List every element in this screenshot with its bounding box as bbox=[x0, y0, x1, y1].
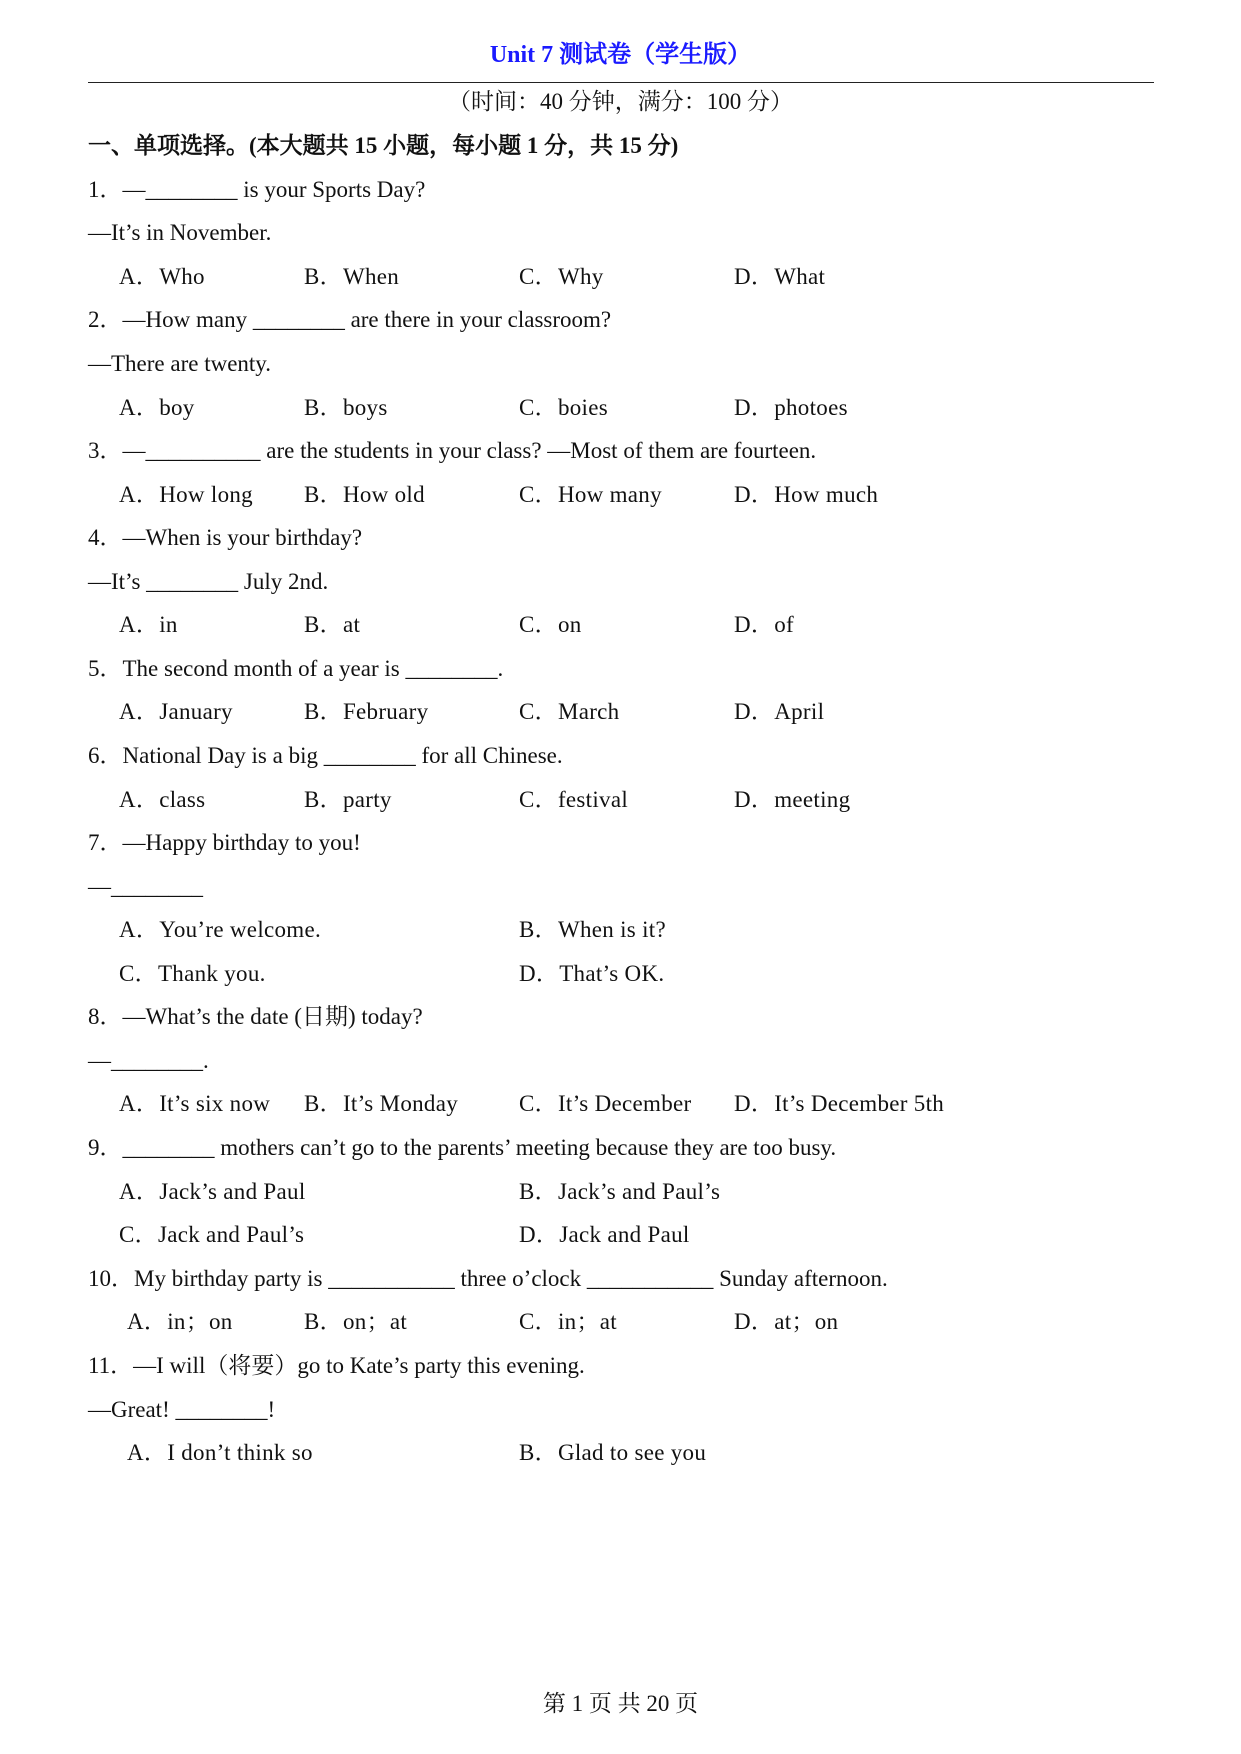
question-7-response: —________ bbox=[88, 874, 203, 899]
question-9-stem: 9．________ mothers can’t go to the parents’ meeting because they are too busy. bbox=[88, 1135, 837, 1160]
question-6-option-b: B．party bbox=[304, 787, 392, 812]
question-3-option-d: D．How much bbox=[734, 482, 879, 507]
question-4-option-a: A．in bbox=[119, 612, 178, 637]
question-6-option-c: C．festival bbox=[519, 787, 629, 812]
question-8-stem: 8．—What’s the date (日期) today? bbox=[88, 1004, 423, 1029]
question-3-stem: 3．—__________ are the students in your class? —Most of them are fourteen. bbox=[88, 438, 817, 463]
question-7-option-b: B．When is it? bbox=[519, 917, 666, 942]
section-heading: 一、单项选择。(本大题共 15 小题，每小题 1 分，共 15 分) bbox=[88, 133, 679, 158]
question-1-response: —It’s in November. bbox=[88, 220, 272, 245]
document-title: Unit 7 测试卷（学生版） bbox=[489, 42, 752, 68]
question-7-stem: 7．—Happy birthday to you! bbox=[88, 830, 361, 855]
question-9-option-a: A．Jack’s and Paul bbox=[119, 1179, 306, 1204]
question-10-option-a: A．in；on bbox=[127, 1309, 233, 1334]
question-4-option-b: B．at bbox=[304, 612, 361, 637]
question-6-option-d: D．meeting bbox=[734, 787, 851, 812]
question-9-option-d: D．Jack and Paul bbox=[519, 1222, 690, 1247]
question-5-stem: 5．The second month of a year is ________. bbox=[88, 656, 504, 681]
question-7-option-c: C．Thank you. bbox=[119, 961, 266, 986]
question-3-option-c: C．How many bbox=[519, 482, 662, 507]
question-2-option-a: A．boy bbox=[119, 395, 195, 420]
question-5-option-c: C．March bbox=[519, 699, 620, 724]
question-5-option-d: D．April bbox=[734, 699, 825, 724]
question-8-response: —________. bbox=[88, 1048, 209, 1073]
header-divider bbox=[88, 82, 1154, 83]
question-8-option-c: C．It’s December bbox=[519, 1091, 692, 1116]
question-1-option-c: C．Why bbox=[519, 264, 604, 289]
question-9-option-c: C．Jack and Paul’s bbox=[119, 1222, 305, 1247]
question-6-stem: 6．National Day is a big ________ for all Chinese. bbox=[88, 743, 563, 768]
question-10-option-b: B．on；at bbox=[304, 1309, 408, 1334]
question-2-stem: 2．—How many ________ are there in your classroom? bbox=[88, 307, 612, 332]
question-2-response: —There are twenty. bbox=[88, 351, 272, 376]
question-7-option-a: A．You’re welcome. bbox=[119, 917, 322, 942]
question-2-option-d: D．photoes bbox=[734, 395, 848, 420]
question-1-stem: 1．—________ is your Sports Day? bbox=[88, 177, 426, 202]
question-3-option-a: A．How long bbox=[119, 482, 253, 507]
question-2-option-b: B．boys bbox=[304, 395, 388, 420]
question-1-option-a: A．Who bbox=[119, 264, 205, 289]
question-6-option-a: A．class bbox=[119, 787, 206, 812]
page-number: 第 1 页 共 20 页 bbox=[542, 1691, 699, 1716]
question-11-option-a: A．I don’t think so bbox=[127, 1440, 313, 1465]
question-4-option-c: C．on bbox=[519, 612, 582, 637]
question-4-option-d: D．of bbox=[734, 612, 794, 637]
question-9-option-b: B．Jack’s and Paul’s bbox=[519, 1179, 721, 1204]
question-4-response: —It’s ________ July 2nd. bbox=[88, 569, 329, 594]
question-4-stem: 4．—When is your birthday? bbox=[88, 525, 363, 550]
question-2-option-c: C．boies bbox=[519, 395, 608, 420]
question-11-option-b: B．Glad to see you bbox=[519, 1440, 707, 1465]
question-5-option-b: B．February bbox=[304, 699, 429, 724]
question-1-option-d: D．What bbox=[734, 264, 826, 289]
question-11-stem: 11．—I will（将要）go to Kate’s party this evening. bbox=[88, 1353, 585, 1378]
question-5-option-a: A．January bbox=[119, 699, 233, 724]
question-10-option-d: D．at；on bbox=[734, 1309, 839, 1334]
exam-time-info: （时间：40 分钟，满分：100 分） bbox=[448, 89, 793, 114]
question-1-option-b: B．When bbox=[304, 264, 400, 289]
question-10-stem: 10．My birthday party is ___________ three o’clock ___________ Sunday afternoon. bbox=[88, 1266, 888, 1291]
question-8-option-b: B．It’s Monday bbox=[304, 1091, 459, 1116]
question-8-option-d: D．It’s December 5th bbox=[734, 1091, 945, 1116]
question-7-option-d: D．That’s OK. bbox=[519, 961, 665, 986]
question-10-option-c: C．in；at bbox=[519, 1309, 617, 1334]
question-3-option-b: B．How old bbox=[304, 482, 425, 507]
question-8-option-a: A．It’s six now bbox=[119, 1091, 271, 1116]
question-11-response: —Great! ________! bbox=[88, 1397, 276, 1422]
